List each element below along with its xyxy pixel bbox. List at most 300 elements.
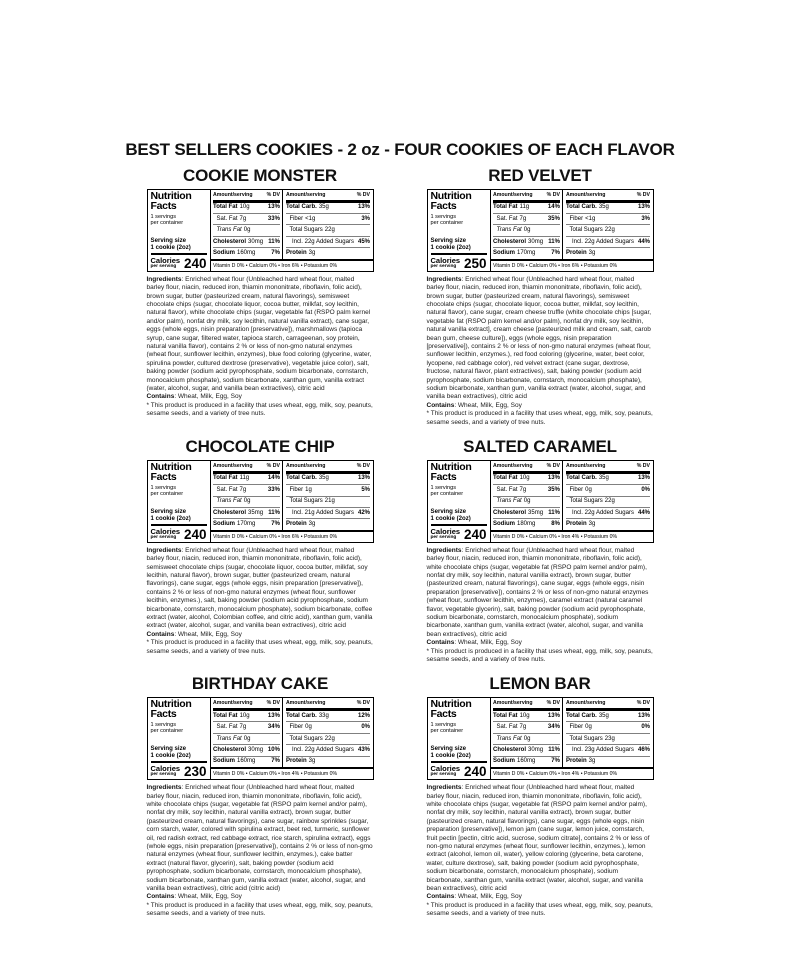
nutrition-facts-right-panel: [211, 190, 373, 271]
ingredients-paragraph: [427, 276, 654, 402]
contains-text: : Wheat, Milk, Egg, Soy: [174, 893, 242, 901]
nutrient-column-right: [283, 461, 372, 530]
dv-header: % DV: [636, 192, 650, 198]
nutrient-amount: 0g: [585, 724, 592, 731]
nutrient-row-cholesterol: [493, 507, 560, 518]
nutrient-dv: 13%: [637, 204, 650, 211]
column-header: [286, 462, 370, 471]
ingredients-text: : Enriched wheat flour (Unbleached hard wheat flour, malted barley flour, niacin, reduced iron, thiamin mononitrate, riboflavin, folic acid), white chocolate chips (sugar, vegetable fat (RSPO palm kernel and/or palm), nonfat dry milk, soy lecithin, natural vanilla extract), brown sugar, butter (pasteurized cream, natural flavorings), cane sugar, rainbow sprinkles (sugar, corn starch, water, colored with spirulina extract, beet red, turmeric, sunflower oil, red radish extract, red cabbage extract, rice starch, spirulina extract), eggs (whole eggs, nisin preparation [preservative]), contains 2 % or less of non-gmo natural enzymes (wheat flour, sunflower lecithin, enzymes.), cake batter extract (natural flavor, glycerin), salt, baking powder (sodium acid pyrophosphate, sodium bicarbonate, cornstarch, monocalcium phosphate), sodium bicarbonate, xanthan gum, vanilla extract (water, alcohol, sugar, and vanilla bean extractives), citric acid (citric acid): [146, 784, 373, 893]
calories-label: Calories: [150, 763, 181, 773]
flavor-section: [427, 166, 654, 427]
nutrition-facts-label: [147, 189, 374, 272]
serving-size-label: Serving size: [150, 508, 187, 516]
column-header: [566, 191, 650, 200]
servings-per-container: per container: [430, 490, 464, 497]
nutrient-name: Cholesterol: [213, 238, 247, 245]
nutrient-name: Total Fat: [493, 204, 518, 211]
nutrient-dv: 0%: [641, 724, 650, 731]
contains-line: [147, 631, 374, 639]
amount-header: Amount/serving: [213, 700, 253, 707]
nutrient-row-sodium: [493, 247, 560, 258]
nutrient-amount: 35mg: [248, 509, 264, 516]
nutrient-amount: 30mg: [248, 238, 264, 245]
amount-header: Amount/serving: [213, 192, 253, 198]
amount-header: Amount/serving: [565, 463, 606, 470]
contains-text: : Wheat, Milk, Egg, Soy: [174, 630, 242, 638]
calories-label: Calories: [430, 255, 461, 265]
nutrient-row-fiber: [566, 721, 650, 732]
nutrient-dv: 33%: [267, 486, 280, 493]
nutrient-name: Trans Fat: [216, 735, 242, 742]
flavor-title: LEMON BAR: [489, 674, 591, 694]
contains-line: [427, 402, 654, 410]
nutrient-amount: 22g: [324, 735, 335, 742]
column-header: [286, 191, 370, 200]
column-header: [493, 191, 560, 200]
nutrient-name: Total Carb.: [565, 204, 597, 211]
nutrient-dv: 3%: [641, 215, 650, 222]
nutrient-column-left: [211, 190, 284, 259]
nutrient-dv: 7%: [271, 521, 280, 528]
ingredients-text: : Enriched wheat flour (Unbleached hard wheat flour, malted barley flour, niacin, reduced iron, thiamin mononitrate, riboflavin, folic acid), semisweet chocolate chips (sugar, chocolate liquor, cocoa butter, milkfat, soy lecithin, natural flavor), brown sugar, butter (pasteurized cream, natural flavorings), cane sugar, eggs (whole eggs, nisin preparation [preservative]), contains 2 % or less of non-gmo natural enzymes (wheat flour, sunflower lecithin, enzymes.), salt, baking powder (sodium acid pyrophosphate, sodium bicarbonate, cornstarch, monocalcium phosphate), sodium bicarbonate, coffee extract (water, alcohol, Colombian coffee, and citric acid), xanthan gum, vanilla extract (water, alcohol, sugar, and vanilla bean extractives), citric acid: [146, 546, 373, 630]
contains-label: Contains: [146, 630, 175, 638]
nutrient-name: Trans Fat: [496, 227, 522, 234]
dv-header: % DV: [266, 192, 280, 198]
spacer: [151, 497, 207, 508]
column-header: [566, 699, 650, 708]
nutrient-name: Trans Fat: [216, 498, 242, 505]
calories-value: 240: [183, 526, 207, 542]
calories-sub-label: per serving: [430, 771, 457, 777]
nutrient-amount: <1g: [305, 215, 316, 222]
nutrient-row-sat-fat: [493, 721, 560, 732]
nutrient-name: Protein: [285, 250, 307, 257]
nutrient-columns: [491, 461, 653, 530]
nutrient-name: Cholesterol: [493, 746, 527, 753]
nutrient-row-total-carb: [566, 474, 650, 484]
nutrient-dv: 11%: [548, 238, 560, 245]
nutrient-amount: 7g: [239, 486, 247, 493]
nutrient-row-total-sugars: [286, 224, 370, 235]
nutrient-amount: 35g: [318, 204, 329, 211]
nutrient-row-sodium: [213, 756, 280, 767]
nutrient-amount: 35g: [598, 475, 609, 482]
servings-count: 1 servings: [430, 213, 456, 220]
nutrient-columns: [491, 698, 653, 767]
nutrient-dv: 13%: [547, 475, 560, 482]
nutrient-name: Total Carb.: [285, 475, 317, 482]
nutrient-row-added-sugars: [566, 744, 650, 755]
amount-header: Amount/serving: [493, 463, 533, 470]
nutrient-name: Incl. 21g Added Sugars: [291, 509, 354, 516]
nutrition-facts-left-panel: [148, 461, 211, 542]
contains-text: : Wheat, Milk, Egg, Soy: [454, 401, 522, 409]
nutrient-dv: 34%: [547, 724, 560, 731]
nutrition-facts-left-panel: [428, 190, 491, 271]
calories-label: Calories: [150, 526, 181, 536]
facility-disclaimer: * This product is produced in a facility that uses wheat, egg, milk, soy, peanuts, sesame seeds, and a variety of tree nuts.: [146, 401, 373, 418]
nutrient-row-total-fat: [213, 711, 280, 721]
facility-disclaimer: * This product is produced in a facility that uses wheat, egg, milk, soy, peanuts, sesame seeds, and a variety of tree nuts.: [146, 901, 373, 918]
nutrient-row-trans-fat: [213, 224, 280, 235]
nutrient-name: Total Sugars: [289, 735, 323, 742]
ingredients-text: : Enriched wheat flour (Unbleached hard wheat flour, malted barley flour, niacin, reduced iron, thiamin mononitrate, riboflavin, folic acid), brown sugar, butter (pasteurized cream, natural flavorings), semisweet chocolate chips (sugar, chocolate liquor, cocoa butter, milkfat, soy lecithin, natural flavor), cane sugar, cream cheese truffle (white chocolate chips [sugar, vegetable fat (RSPO palm kernel and/or palm), nonfat dry milk, soy lecithin, natural vanilla extract], cream cheese [pasteurized milk and cream, salt, carob bean gum, cheese culture]), eggs (whole eggs, nisin preparation [preservative]), contains 2 % or less of non-gmo natural enzymes (wheat flour, sunflower lecithin, enzymes.), red food coloring (glycerine, water, beet color, lycopene, red cabbage color), red velvet extract (cane sugar, dextrose, fructose, natural flavor, plant extractives), salt, baking powder (sodium acid pyrophosphate, sodium bicarbonate, cornstarch, monocalcium phosphate), sodium bicarbonate, xanthan gum, vanilla extract (water, alcohol, sugar, and vanilla bean extractives), citric acid: [426, 275, 652, 401]
nutrient-row-total-carb: [566, 711, 650, 721]
nutrient-name: Sat. Fat: [216, 486, 238, 493]
ingredients-label: Ingredients: [426, 275, 462, 283]
micronutrients-line: Vitamin D 0% • Calcium 0% • Iron 4% • Potassium 0%: [491, 767, 653, 779]
spacer: [431, 497, 487, 508]
servings-per-container: per container: [150, 490, 184, 497]
nutrient-row-protein: [566, 756, 650, 767]
nutrient-dv: 14%: [267, 475, 280, 482]
nutrient-name: Fiber: [569, 215, 584, 222]
nutrient-name: Sodium: [213, 521, 235, 528]
ingredients-paragraph: [427, 784, 654, 893]
nutrient-dv: 7%: [271, 250, 280, 257]
nutrient-row-cholesterol: [213, 744, 280, 755]
nutrition-facts-heading: Nutrition Facts: [150, 461, 192, 483]
nutrient-amount: 7g: [519, 724, 527, 731]
nutrient-name: Cholesterol: [493, 509, 527, 516]
amount-header: Amount/serving: [285, 700, 326, 707]
serving-size-label: Serving size: [150, 237, 187, 245]
nutrient-amount: 160mg: [517, 758, 536, 765]
nutrient-column-left: [491, 461, 564, 530]
calories-label-stack: [431, 765, 461, 777]
nutrient-name: Cholesterol: [493, 238, 527, 245]
ingredients-label: Ingredients: [146, 784, 182, 792]
serving-size-value: 1 cookie (2oz): [150, 515, 191, 523]
contains-line: [147, 393, 374, 401]
nutrient-column-left: [211, 698, 284, 767]
ingredients-paragraph: [427, 547, 654, 639]
nutrient-amount: 3g: [308, 758, 316, 765]
nutrient-name: Incl. 22g Added Sugars: [571, 238, 634, 245]
ingredients-label: Ingredients: [146, 275, 182, 283]
calories-row: [430, 761, 487, 780]
nutrient-amount: 35g: [598, 712, 609, 719]
servings-per-container: per container: [430, 728, 464, 735]
ingredients-text: : Enriched wheat flour (Unbleached hard wheat flour, malted barley flour, niacin, reduced iron, thiamin mononitrate, riboflavin, folic acid), white chocolate chips (sugar, vegetable fat (RSPO palm kernel and/or palm), nonfat dry milk, soy lecithin, natural vanilla extract), brown sugar, butter (pasteurized cream, natural flavorings), cane sugar, eggs (whole eggs, nisin preparation [preservative]), lemon jam (cane sugar, lemon juice, cornstarch, fruit pectin [pectin, citric acid, sucrose, sodium citrate], contains 2 % or less of non-gmo natural enzymes (wheat flour, sunflower lecithin, enzymes.), lemon extract (alcohol, lemon oil, water), yellow coloring (glycerine, beta carotene, water, culture dextrose), salt, baking powder (sodium acid pyrophosphate, sodium bicarbonate, cornstarch, monocalcium phosphate), sodium bicarbonate, xanthan gum, vanilla extract (water, alcohol, sugar, and vanilla bean extractives), citric acid: [426, 784, 650, 893]
nutrient-column-right: [283, 190, 372, 259]
nutrient-dv: 11%: [268, 509, 280, 516]
contains-label: Contains: [426, 401, 455, 409]
nutrient-name: Sat. Fat: [216, 215, 238, 222]
nutrient-amount: 22g: [604, 227, 615, 234]
nutrient-amount: 7g: [519, 215, 527, 222]
nutrient-row-total-carb: [286, 474, 370, 484]
dv-header: % DV: [356, 463, 370, 470]
sections-grid: [147, 166, 654, 919]
nutrient-name: Total Carb.: [565, 712, 597, 719]
amount-header: Amount/serving: [213, 463, 253, 470]
calories-row: [151, 253, 207, 269]
nutrient-name: Total Fat: [493, 475, 518, 482]
nutrient-row-total-fat: [493, 474, 560, 484]
contains-text: : Wheat, Milk, Egg, Soy: [454, 639, 522, 647]
dv-header: % DV: [356, 700, 370, 707]
nutrient-amount: 0g: [523, 735, 531, 742]
nutrient-name: Total Fat: [213, 712, 238, 719]
nutrient-amount: 30mg: [248, 746, 264, 753]
nutrient-name: Total Carb.: [565, 475, 597, 482]
nutrient-name: Trans Fat: [496, 498, 522, 505]
nutrient-amount: 3g: [588, 250, 596, 257]
facility-disclaimer: * This product is produced in a facility that uses wheat, egg, milk, soy, peanuts, sesame seeds, and a variety of tree nuts.: [146, 639, 373, 655]
nutrient-column-right: [563, 461, 652, 530]
servings-per-container: per container: [430, 219, 464, 226]
nutrient-amount: 0g: [523, 498, 531, 505]
nutrient-name: Protein: [565, 758, 587, 765]
nutrient-amount: 10g: [239, 204, 250, 211]
nutrient-row-trans-fat: [213, 733, 280, 744]
nutrient-name: Protein: [285, 758, 307, 765]
nutrient-dv: 13%: [357, 475, 370, 482]
calories-row: [151, 524, 207, 540]
dv-header: % DV: [636, 463, 650, 470]
nutrition-facts-right-panel: [211, 698, 373, 779]
nutrition-facts-heading: Nutrition Facts: [150, 698, 192, 720]
nutrient-dv: 35%: [547, 215, 560, 222]
calories-label: Calories: [150, 255, 181, 265]
nutrient-name: Fiber: [289, 215, 304, 222]
nutrient-amount: 30mg: [528, 238, 544, 245]
contains-label: Contains: [426, 639, 455, 647]
nutrient-amount: 10g: [519, 712, 530, 719]
nutrient-amount: 1g: [305, 486, 312, 493]
spacer: [151, 226, 207, 237]
serving-size-label: Serving size: [150, 745, 187, 753]
nutrient-row-total-carb: [286, 203, 370, 213]
nutrient-amount: 33g: [318, 712, 329, 719]
serving-size-value: 1 cookie (2oz): [430, 515, 471, 523]
nutrient-dv: 14%: [547, 204, 560, 211]
ingredients-label: Ingredients: [426, 546, 462, 554]
nutrition-facts-right-panel: [491, 190, 653, 271]
nutrient-dv: 44%: [637, 238, 650, 245]
nutrient-name: Sat. Fat: [496, 486, 518, 493]
nutrient-name: Sodium: [493, 250, 515, 257]
calories-sub-label: per serving: [150, 771, 177, 777]
nutrient-amount: 170mg: [517, 250, 536, 257]
micronutrients-line: Vitamin D 0% • Calcium 0% • Iron 4% • Potassium 0%: [211, 767, 373, 779]
nutrient-name: Total Sugars: [289, 227, 323, 234]
nutrient-dv: 13%: [357, 204, 370, 211]
servings-count: 1 servings: [430, 721, 456, 728]
nutrient-row-sat-fat: [213, 721, 280, 732]
nutrient-dv: 0%: [641, 486, 650, 493]
calories-label-stack: [151, 257, 181, 269]
nutrient-name: Incl. 22g Added Sugars: [571, 509, 634, 516]
nutrient-row-cholesterol: [493, 236, 560, 247]
nutrient-name: Cholesterol: [213, 746, 247, 753]
nutrient-row-cholesterol: [213, 507, 280, 518]
nutrient-columns: [211, 698, 373, 767]
contains-text: : Wheat, Milk, Egg, Soy: [454, 893, 522, 901]
dv-header: % DV: [266, 700, 280, 707]
nutrient-dv: 43%: [357, 746, 370, 753]
calories-value: 230: [183, 764, 207, 780]
dv-header: % DV: [266, 463, 280, 470]
nutrient-name: Incl. 23g Added Sugars: [571, 746, 634, 753]
nutrient-name: Total Sugars: [569, 227, 603, 234]
nutrition-facts-label: [427, 460, 654, 543]
ingredients-label: Ingredients: [146, 546, 182, 554]
nutrient-row-fiber: [286, 213, 370, 224]
nutrient-name: Trans Fat: [496, 735, 522, 742]
nutrient-row-trans-fat: [493, 496, 560, 507]
nutrient-amount: 3g: [308, 250, 316, 257]
nutrient-dv: 0%: [361, 724, 370, 731]
ingredients-text: : Enriched wheat flour (Unbleached hard wheat flour, malted barley flour, niacin, reduced iron, thiamin mononitrate, riboflavin, folic acid), brown sugar, butter (pasteurized cream, natural flavorings), semisweet chocolate chips (sugar, chocolate liquor, cocoa butter, milkfat, soy lecithin, natural flavor), white chocolate chips (sugar, vegetable fat (RSPO palm kernel and/or palm), nonfat dry milk, soy lecithin, natural vanilla extract), cane sugar, eggs (whole eggs, nisin preparation [preservative]), marshmallows (tapioca syrup, cane sugar, filtered water, tapioca starch, carrageenan, soy protein, natural vanilla flavor), contains 2 % or less of non-gmo natural enzymes (wheat flour, sunflower lecithin, enzymes), blue food coloring (glycerine, water, spirulina powder, cultured dextrose (preservative), vegetable juice color), salt, baking powder (sodium acid pyrophosphate, sodium bicarbonate, cornstarch, monocalcium phosphate), sodium bicarbonate, xanthan gum, vanilla extract (water, alcohol, sugar, and vanilla bean extractives), citric acid: [146, 275, 372, 392]
micronutrients-line: Vitamin D 0% • Calcium 0% • Iron 4% • Potassium 0%: [491, 530, 653, 542]
dv-header: % DV: [546, 192, 560, 198]
nutrient-row-total-fat: [493, 711, 560, 721]
nutrient-amount: 35g: [598, 204, 609, 211]
nutrient-row-trans-fat: [493, 733, 560, 744]
nutrition-facts-right-panel: [491, 461, 653, 542]
flavor-section: [147, 166, 374, 419]
column-header: [566, 462, 650, 471]
nutrient-column-right: [563, 190, 652, 259]
nutrient-row-total-sugars: [566, 733, 650, 744]
nutrient-dv: 45%: [357, 238, 370, 245]
nutrient-name: Sat. Fat: [496, 215, 518, 222]
calories-value: 240: [463, 764, 487, 780]
nutrient-row-fiber: [566, 484, 650, 495]
spacer: [151, 735, 207, 746]
nutrition-facts-heading: Nutrition Facts: [150, 190, 192, 212]
calories-value: 240: [183, 255, 207, 271]
nutrient-name: Protein: [565, 250, 587, 257]
nutrient-row-total-carb: [566, 203, 650, 213]
nutrient-amount: 0g: [523, 227, 531, 234]
nutrient-name: Fiber: [569, 724, 584, 731]
nutrient-row-sat-fat: [213, 213, 280, 224]
nutrient-column-left: [491, 190, 564, 259]
nutrient-row-protein: [286, 518, 370, 529]
servings-per-container: per container: [150, 219, 184, 226]
servings-per-container: per container: [150, 728, 184, 735]
nutrient-row-total-sugars: [566, 224, 650, 235]
spacer: [431, 735, 487, 746]
nutrient-amount: 7g: [239, 724, 247, 731]
contains-line: [427, 893, 654, 901]
calories-row: [431, 524, 487, 540]
nutrient-amount: 11g: [519, 204, 530, 211]
nutrient-row-sodium: [213, 518, 280, 529]
nutrient-row-cholesterol: [493, 744, 560, 755]
nutrition-facts-right-panel: [211, 461, 373, 542]
contains-text: : Wheat, Milk, Egg, Soy: [174, 393, 242, 401]
column-header: [493, 699, 560, 708]
nutrient-row-protein: [286, 247, 370, 258]
nutrient-row-fiber: [566, 213, 650, 224]
column-header: [213, 462, 280, 471]
calories-sub-label: per serving: [150, 534, 177, 540]
nutrient-name: Total Fat: [213, 204, 238, 211]
nutrient-dv: 7%: [551, 758, 560, 765]
dv-header: % DV: [356, 192, 370, 198]
nutrient-name: Trans Fat: [216, 227, 242, 234]
nutrition-facts-label: [147, 460, 374, 543]
nutrient-dv: 35%: [547, 486, 560, 493]
micronutrients-line: Vitamin D 0% • Calcium 0% • Iron 6% • Potassium 0%: [491, 259, 653, 271]
contains-label: Contains: [146, 893, 175, 901]
nutrient-amount: 160mg: [237, 250, 256, 257]
nutrient-dv: 13%: [637, 712, 650, 719]
nutrient-dv: 13%: [637, 475, 650, 482]
micronutrients-line: Vitamin D 0% • Calcium 0% • Iron 6% • Potassium 0%: [211, 530, 373, 542]
nutrient-row-total-sugars: [286, 733, 370, 744]
ingredients-paragraph: [147, 547, 374, 631]
dv-header: % DV: [636, 700, 650, 707]
nutrient-row-added-sugars: [286, 744, 370, 755]
nutrient-dv: 44%: [637, 509, 650, 516]
serving-size-value: 1 cookie (2oz): [150, 244, 191, 252]
nutrient-dv: 7%: [271, 758, 280, 765]
nutrient-amount: 35g: [318, 475, 329, 482]
amount-header: Amount/serving: [285, 192, 326, 198]
nutrient-name: Protein: [285, 521, 307, 528]
nutrient-amount: 22g: [604, 498, 615, 505]
nutrient-amount: 10g: [239, 712, 250, 719]
facility-disclaimer: * This product is produced in a facility that uses wheat, egg, milk, soy, peanuts, sesame seeds, and a variety of tree nuts.: [426, 647, 653, 664]
nutrient-row-total-fat: [213, 474, 280, 484]
nutrient-row-sodium: [493, 518, 560, 529]
nutrient-amount: 0g: [243, 498, 251, 505]
nutrient-row-sat-fat: [213, 484, 280, 495]
nutrient-dv: 13%: [547, 712, 560, 719]
serving-size-value: 1 cookie (2oz): [430, 244, 471, 252]
contains-line: [427, 639, 654, 647]
nutrient-amount: 10g: [519, 475, 530, 482]
nutrition-facts-heading: Nutrition Facts: [430, 461, 472, 483]
nutrient-name: Total Sugars: [569, 498, 603, 505]
nutrient-name: Fiber: [569, 486, 584, 493]
dv-header: % DV: [546, 700, 560, 707]
dv-header: % DV: [546, 463, 560, 470]
nutrient-dv: 10%: [267, 746, 280, 753]
nutrient-row-total-fat: [493, 203, 560, 213]
nutrient-row-total-fat: [213, 203, 280, 213]
servings-count: 1 servings: [150, 721, 176, 728]
nutrient-dv: 3%: [361, 215, 370, 222]
nutrition-facts-left-panel: [428, 698, 491, 779]
nutrition-facts-label: [427, 697, 654, 780]
nutrient-name: Sodium: [213, 250, 235, 257]
contains-label: Contains: [426, 893, 455, 901]
nutrient-row-added-sugars: [286, 236, 370, 247]
nutrient-name: Incl. 22g Added Sugars: [291, 746, 354, 753]
flavor-section: [147, 437, 374, 656]
nutrient-amount: 0g: [585, 486, 592, 493]
nutrient-name: Total Carb.: [285, 204, 317, 211]
nutrient-name: Cholesterol: [213, 509, 247, 516]
nutrient-column-right: [563, 698, 652, 767]
nutrient-row-sat-fat: [493, 213, 560, 224]
flavor-section: [147, 674, 374, 918]
serving-size-label: Serving size: [430, 745, 467, 753]
nutrient-amount: 0g: [243, 227, 251, 234]
nutrient-amount: 160mg: [237, 758, 256, 765]
nutrient-row-trans-fat: [493, 224, 560, 235]
column-header: [213, 699, 280, 708]
nutrient-column-right: [283, 698, 372, 767]
nutrient-amount: 35mg: [528, 509, 544, 516]
calories-sub-label: per serving: [150, 263, 177, 269]
